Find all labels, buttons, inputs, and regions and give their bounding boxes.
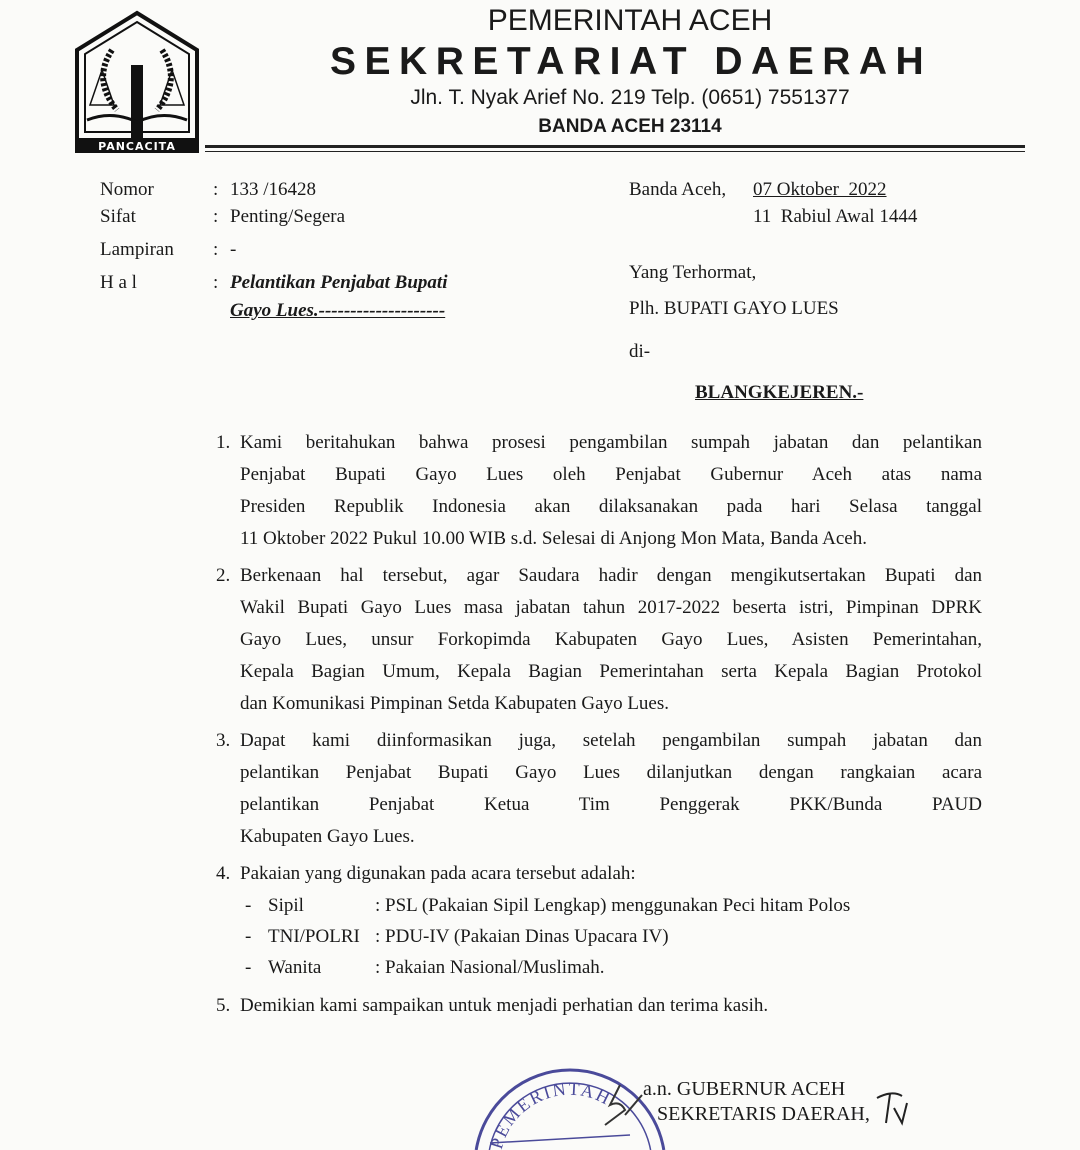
paragraph-line: Penjabat Bupati Gayo Lues oleh Penjabat Gubernur Aceh atas nama [240,464,982,485]
handwritten-initial [872,1088,912,1128]
paragraph-number: 1. [216,432,231,453]
paragraph-line: Wakil Bupati Gayo Lues masa jabatan tahun 2017-2022 beserta istri, Pimpinan DPRK [240,597,982,618]
handwritten-signature [600,1080,645,1130]
svg-text:PANCACITA: PANCACITA [98,140,176,153]
meta-label-sifat: Sifat [100,206,136,227]
official-stamp [460,1055,680,1150]
meta-value-hal-cont: Gayo Lues.-------------------- [230,300,446,321]
paragraph-line: Pakaian yang digunakan pada acara tersebut adalah: [240,863,636,884]
meta-value-nomor: 133 /16428 [230,179,317,200]
header-city: BANDA ACEH 23114 [538,116,722,137]
meta-value-hal: Pelantikan Penjabat Bupati [230,272,448,293]
paragraph-line: Kami beritahukan bahwa prosesi pengambilan sumpah jabatan dan pelantikan [240,432,982,453]
meta-label-hal: H a l [100,272,137,293]
meta-colon: : [213,179,219,200]
paragraph-line: Dapat kami diinformasikan juga, setelah pengambilan sumpah jabatan dan [240,730,982,751]
header-secretariat: SEKRETARIAT DAERAH [330,40,933,83]
meta-label-nomor: Nomor [100,179,154,200]
dress-group: Wanita [268,957,322,978]
meta-value-sifat: Penting/Segera [230,206,346,227]
paragraph-line: Presiden Republik Indonesia akan dilaksanakan pada hari Selasa tanggal [240,496,982,517]
paragraph-line: Kabupaten Gayo Lues. [240,826,415,847]
signature-title: SEKRETARIS DAERAH, [657,1103,870,1125]
meta-label-lampiran: Lampiran [100,239,174,260]
paragraph-line: Berkenaan hal tersebut, agar Saudara hadir dengan mengikutsertakan Bupati dan [240,565,982,586]
dress-dash: - [245,957,252,978]
recipient-name: Plh. BUPATI GAYO LUES [629,298,839,319]
dress-attire: : Pakaian Nasional/Muslimah. [375,957,605,978]
paragraph-line: dan Komunikasi Pimpinan Setda Kabupaten Gayo Lues. [240,693,670,714]
stamp-text: PEMERINTAH [486,1078,615,1150]
header-rule-thin [205,151,1025,152]
recipient-di: di- [629,341,651,362]
paragraph-line: 11 Oktober 2022 Pukul 10.00 WIB s.d. Selesai di Anjong Mon Mata, Banda Aceh. [240,528,867,549]
header-address: Jln. T. Nyak Arief No. 219 Telp. (0651) 7551377 [410,86,850,109]
date-place: Banda Aceh, [629,179,727,200]
date-hijri: 11 Rabiul Awal 1444 [753,206,918,227]
paragraph-line: pelantikan Penjabat Ketua Tim Penggerak PKK/Bunda PAUD [240,794,982,815]
paragraph-line: Gayo Lues, unsur Forkopimda Kabupaten Gayo Lues, Asisten Pemerintahan, [240,629,982,650]
paragraph-line: pelantikan Penjabat Bupati Gayo Lues dilanjutkan dengan rangkaian acara [240,762,982,783]
dress-dash: - [245,895,252,916]
paragraph-line: Demikian kami sampaikan untuk menjadi perhatian dan terima kasih. [240,995,769,1016]
meta-value-lampiran: - [230,239,237,260]
paragraph-line: Kepala Bagian Umum, Kepala Bagian Pemerintahan serta Kepala Bagian Protokol [240,661,982,682]
signature-on-behalf: a.n. GUBERNUR ACEH [643,1078,846,1100]
pancacita-logo [72,10,202,155]
meta-colon: : [213,272,219,293]
paragraph-number: 5. [216,995,231,1016]
meta-colon: : [213,206,219,227]
date-gregorian: 07 Oktober 2022 [753,179,887,200]
paragraph-number: 2. [216,565,231,586]
meta-colon: : [213,239,219,260]
dress-group: TNI/POLRI [268,926,360,947]
header-rule-thick [205,145,1025,148]
recipient-greeting: Yang Terhormat, [629,262,757,283]
dress-attire: : PDU-IV (Pakaian Dinas Upacara IV) [375,926,669,947]
dress-attire: : PSL (Pakaian Sipil Lengkap) menggunakan Peci hitam Polos [375,895,851,916]
dress-group: Sipil [268,895,304,916]
paragraph-number: 4. [216,863,231,884]
header-government: PEMERINTAH ACEH [487,4,773,37]
dress-dash: - [245,926,252,947]
paragraph-number: 3. [216,730,231,751]
recipient-place: BLANGKEJEREN.- [695,382,864,403]
